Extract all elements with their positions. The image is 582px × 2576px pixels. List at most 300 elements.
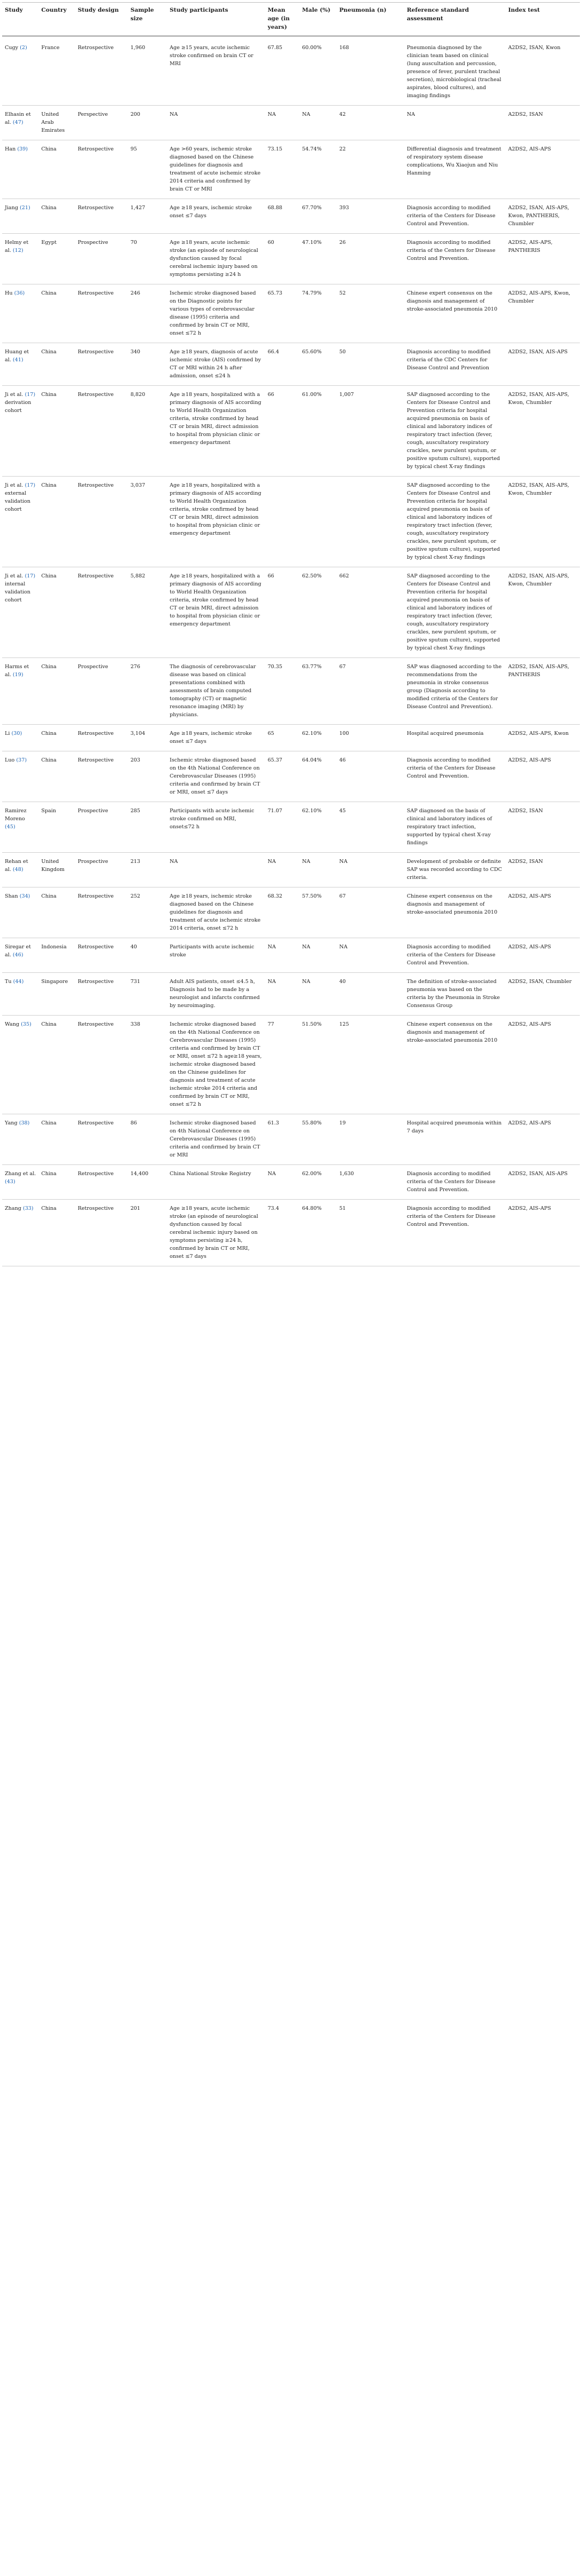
header-study-design: Study design xyxy=(75,3,128,36)
mean-age-cell: NA xyxy=(265,1165,300,1200)
citation-link[interactable]: (34) xyxy=(19,893,30,899)
country-cell: China xyxy=(38,658,75,725)
pneumonia-cell: 51 xyxy=(337,1200,404,1266)
pneumonia-cell: 22 xyxy=(337,140,404,199)
reference-standard-cell: Hospital acquired pneumonia xyxy=(404,725,506,751)
pneumonia-cell: 125 xyxy=(337,1016,404,1114)
study-name: Rehan et al. xyxy=(5,859,28,873)
index-test-cell: A2DS2, AIS-APS, PANTHERIS xyxy=(506,234,580,284)
index-test-cell: A2DS2, ISAN, AIS-APS, PANTHERIS xyxy=(506,658,580,725)
mean-age-cell: 60 xyxy=(265,234,300,284)
reference-standard-cell: Diagnosis according to modified criteria of the Centers for Disease Control and Prevention. xyxy=(404,751,506,802)
reference-standard-cell: Development of probable or definite SAP was recorded according to CDC criteria. xyxy=(404,853,506,887)
male-percent-cell: NA xyxy=(299,938,337,973)
pneumonia-cell: 40 xyxy=(337,973,404,1016)
country-cell: China xyxy=(38,477,75,567)
citation-link[interactable]: (38) xyxy=(19,1120,30,1126)
citation-link[interactable]: (39) xyxy=(17,146,28,152)
index-test-cell: A2DS2, AIS-APS xyxy=(506,751,580,802)
study-name: Siregar et al. xyxy=(5,944,31,958)
participants-cell: Age ≥18 years, acute ischemic stroke (an episode of neurological dysfunction caused by focal cerebral ischemic injury based on symptoms persisting ≥24 h, confirmed by brain CT or MRI, onset ≤7 days xyxy=(167,1200,265,1266)
country-cell: Indonesia xyxy=(38,938,75,973)
sample-size-cell: 3,104 xyxy=(128,725,167,751)
design-cell: Retrospective xyxy=(75,386,128,477)
participants-cell: Age ≥15 years, acute ischemic stroke confirmed on brain CT or MRI xyxy=(167,36,265,106)
study-cell xyxy=(2,802,38,853)
design-cell: Retrospective xyxy=(75,751,128,802)
country-cell: China xyxy=(38,140,75,199)
male-percent-cell: 61.00% xyxy=(299,386,337,477)
reference-standard-cell: Diagnosis according to modified criteria of the CDC Centers for Disease Control and Prevention xyxy=(404,343,506,386)
sample-size-cell: 338 xyxy=(128,1016,167,1114)
study-cell xyxy=(2,853,38,887)
index-test-cell: A2DS2, ISAN, Chumbler xyxy=(506,973,580,1016)
header-study: Study xyxy=(2,3,38,36)
study-cell xyxy=(2,725,38,751)
citation-link[interactable]: (33) xyxy=(22,1206,34,1211)
sample-size-cell: 3,037 xyxy=(128,477,167,567)
sample-size-cell: 14,400 xyxy=(128,1165,167,1200)
study-cell xyxy=(2,1200,38,1266)
table-row xyxy=(2,199,580,234)
mean-age-cell: 67.85 xyxy=(265,36,300,106)
participants-cell: Ischemic stroke diagnosed based on 4th National Conference on Cerebrovascular Diseases (1995) criteria and confirmed by brain CT or MRI xyxy=(167,1114,265,1165)
table-header-row xyxy=(2,3,580,36)
header-study-participants: Study participants xyxy=(167,3,265,36)
table-row xyxy=(2,938,580,973)
study-name: Ji et al. xyxy=(5,573,23,579)
study-cell xyxy=(2,199,38,234)
reference-standard-cell: SAP diagnosed according to the Centers for Disease Control and Prevention criteria for hospital acquired pneumonia on basis of clinical and laboratory indices of respiratory tract infection (fever, cough, auscultatory respiratory crackles, new purulent sputum, or positive sputum culture), supported by typical chest X-ray findings xyxy=(404,477,506,567)
pneumonia-cell: 26 xyxy=(337,234,404,284)
index-test-cell: A2DS2, AIS-APS, Kwon, Chumbler xyxy=(506,284,580,343)
participants-cell: Ischemic stroke diagnosed based on the Diagnostic points for various types of cerebrovascular disease (1995) criteria and confirmed by brain CT or MRI, onset ≤72 h xyxy=(167,284,265,343)
male-percent-cell: 60.00% xyxy=(299,36,337,106)
design-cell: Retrospective xyxy=(75,343,128,386)
index-test-cell: A2DS2, AIS-APS xyxy=(506,1200,580,1266)
study-characteristics-table xyxy=(2,2,580,1266)
citation-link[interactable]: (48) xyxy=(12,867,23,873)
index-test-cell: A2DS2, ISAN xyxy=(506,106,580,140)
design-cell: Retrospective xyxy=(75,887,128,938)
citation-link[interactable]: (19) xyxy=(12,672,23,678)
male-percent-cell: 62.10% xyxy=(299,725,337,751)
country-cell: China xyxy=(38,386,75,477)
table-row xyxy=(2,106,580,140)
index-test-cell: A2DS2, ISAN, AIS-APS, Kwon, Chumbler xyxy=(506,477,580,567)
male-percent-cell: 54.74% xyxy=(299,140,337,199)
country-cell: Spain xyxy=(38,802,75,853)
reference-standard-cell: SAP diagnosed according to the Centers for Disease Control and Prevention criteria for hospital acquired pneumonia on basis of clinical and laboratory indices of respiratory tract infection (fever, cough, auscultatory respiratory crackles, new purulent sputum, or positive sputum culture), supported by typical chest X-ray findings xyxy=(404,567,506,658)
reference-standard-cell: Pneumonia diagnosed by the clinician team based on clinical (lung auscultation and percussion, presence of fever, purulent tracheal secretion), microbiological (tracheal aspirates, blood cultures), and imaging findings xyxy=(404,36,506,106)
design-cell: Perspective xyxy=(75,106,128,140)
header-sample-size: Sample size xyxy=(128,3,167,36)
male-percent-cell: 64.80% xyxy=(299,1200,337,1266)
pneumonia-cell: 52 xyxy=(337,284,404,343)
country-cell: Egypt xyxy=(38,234,75,284)
design-cell: Retrospective xyxy=(75,199,128,234)
table-row xyxy=(2,386,580,477)
participants-cell: Age ≥18 years, hospitalized with a primary diagnosis of AIS according to World Health Organization criteria, stroke confirmed by head CT or brain MRI, direct admission to hospital from physician clinic or emergency department xyxy=(167,477,265,567)
mean-age-cell: 66 xyxy=(265,386,300,477)
reference-standard-cell: Diagnosis according to modified criteria of the Centers for Disease Control and Prevention. xyxy=(404,1165,506,1200)
design-cell: Retrospective xyxy=(75,36,128,106)
table-row xyxy=(2,36,580,106)
sample-size-cell: 252 xyxy=(128,887,167,938)
sample-size-cell: 340 xyxy=(128,343,167,386)
table-row xyxy=(2,1114,580,1165)
citation-link[interactable]: (41) xyxy=(12,357,23,363)
participants-cell: China National Stroke Registry xyxy=(167,1165,265,1200)
table-row xyxy=(2,887,580,938)
table-row xyxy=(2,802,580,853)
design-cell: Retrospective xyxy=(75,1200,128,1266)
pneumonia-cell: 67 xyxy=(337,887,404,938)
study-characteristics-table-container xyxy=(0,0,582,1266)
study-cell xyxy=(2,343,38,386)
study-name: Tu xyxy=(5,979,12,985)
table-row xyxy=(2,1200,580,1266)
table-body xyxy=(2,36,580,1266)
design-cell: Retrospective xyxy=(75,567,128,658)
study-cell xyxy=(2,1165,38,1200)
table-row xyxy=(2,725,580,751)
index-test-cell: A2DS2, ISAN, AIS-APS xyxy=(506,1165,580,1200)
country-cell: China xyxy=(38,1200,75,1266)
country-cell: China xyxy=(38,751,75,802)
pneumonia-cell: 1,007 xyxy=(337,386,404,477)
study-name: Ji et al. xyxy=(5,482,23,488)
study-name: Zhang et al. xyxy=(5,1171,36,1177)
pneumonia-cell: 42 xyxy=(337,106,404,140)
mean-age-cell: 66.4 xyxy=(265,343,300,386)
cohort-label: external validation cohort xyxy=(5,490,31,512)
cohort-label: internal validation cohort xyxy=(5,581,31,603)
mean-age-cell: NA xyxy=(265,106,300,140)
sample-size-cell: 40 xyxy=(128,938,167,973)
pneumonia-cell: 45 xyxy=(337,802,404,853)
participants-cell: Age ≥18 years, hospitalized with a primary diagnosis of AIS according to World Health Organization criteria, stroke confirmed by head CT or brain MRI, direct admission to hospital from physician clinic or emergency department xyxy=(167,386,265,477)
country-cell: China xyxy=(38,1016,75,1114)
reference-standard-cell: Differential diagnosis and treatment of respiratory system disease complications, Wu Xiaojun and Niu Hanming xyxy=(404,140,506,199)
reference-standard-cell: Diagnosis according to modified criteria of the Centers for Disease Control and Prevention. xyxy=(404,938,506,973)
reference-standard-cell: The definition of stroke-associated pneumonia was based on the criteria by the Pneumonia in Stroke Consensus Group xyxy=(404,973,506,1016)
table-row xyxy=(2,343,580,386)
table-row xyxy=(2,973,580,1016)
study-name: Wang xyxy=(5,1021,20,1027)
reference-standard-cell: SAP diagnosed on the basis of clinical and laboratory indices of respiratory tract infection, supported by typical chest X-ray findings xyxy=(404,802,506,853)
participants-cell: Age >60 years, ischemic stroke diagnosed based on the Chinese guidelines for diagnosis and treatment of acute ischemic stroke 2014 criteria and confirmed by brain CT or MRI xyxy=(167,140,265,199)
index-test-cell: A2DS2, AIS-APS, Kwon xyxy=(506,725,580,751)
study-cell xyxy=(2,284,38,343)
citation-link[interactable]: (30) xyxy=(11,731,22,736)
sample-size-cell: 200 xyxy=(128,106,167,140)
design-cell: Prospective xyxy=(75,853,128,887)
male-percent-cell: 47.10% xyxy=(299,234,337,284)
pneumonia-cell: 50 xyxy=(337,343,404,386)
reference-standard-cell: SAP was diagnosed according to the recommendations from the pneumonia in stroke consensus group (Diagnosis according to modified criteria of the Centers for Disease Control and Prevention). xyxy=(404,658,506,725)
index-test-cell: A2DS2, ISAN, Kwon xyxy=(506,36,580,106)
study-name: Ramirez Moreno xyxy=(5,808,27,822)
sample-size-cell: 731 xyxy=(128,973,167,1016)
mean-age-cell: 70.35 xyxy=(265,658,300,725)
citation-link[interactable]: (35) xyxy=(21,1021,31,1027)
header-country: Country xyxy=(38,3,75,36)
country-cell: China xyxy=(38,199,75,234)
study-cell xyxy=(2,751,38,802)
study-cell xyxy=(2,567,38,658)
pneumonia-cell: 46 xyxy=(337,751,404,802)
study-name: Yang xyxy=(5,1120,18,1126)
index-test-cell: A2DS2, AIS-APS xyxy=(506,1114,580,1165)
country-cell: Singapore xyxy=(38,973,75,1016)
mean-age-cell: 65.37 xyxy=(265,751,300,802)
mean-age-cell: NA xyxy=(265,938,300,973)
design-cell: Retrospective xyxy=(75,477,128,567)
study-cell xyxy=(2,477,38,567)
male-percent-cell: 57.50% xyxy=(299,887,337,938)
participants-cell: Participants with acute ischemic stroke xyxy=(167,938,265,973)
mean-age-cell: 68.88 xyxy=(265,199,300,234)
table-row xyxy=(2,234,580,284)
study-cell xyxy=(2,658,38,725)
design-cell: Retrospective xyxy=(75,140,128,199)
sample-size-cell: 246 xyxy=(128,284,167,343)
male-percent-cell: 62.50% xyxy=(299,567,337,658)
citation-link[interactable]: (17) xyxy=(25,482,36,488)
participants-cell: Participants with acute ischemic stroke confirmed on MRI, onset≤72 h xyxy=(167,802,265,853)
sample-size-cell: 95 xyxy=(128,140,167,199)
reference-standard-cell: Diagnosis according to modified criteria of the Centers for Disease Control and Prevention. xyxy=(404,1200,506,1266)
design-cell: Retrospective xyxy=(75,973,128,1016)
mean-age-cell: 68.32 xyxy=(265,887,300,938)
mean-age-cell: 77 xyxy=(265,1016,300,1114)
male-percent-cell: 74.79% xyxy=(299,284,337,343)
country-cell: China xyxy=(38,284,75,343)
participants-cell: Age ≥18 years, ischemic stroke diagnosed based on the Chinese guidelines for diagnosis and treatment of acute ischemic stroke 2014 criteria, onset ≤72 h xyxy=(167,887,265,938)
pneumonia-cell: 662 xyxy=(337,567,404,658)
design-cell: Prospective xyxy=(75,802,128,853)
male-percent-cell: 63.77% xyxy=(299,658,337,725)
reference-standard-cell: Diagnosis according to modified criteria of the Centers for Disease Control and Prevention. xyxy=(404,199,506,234)
mean-age-cell: 61.3 xyxy=(265,1114,300,1165)
study-name: Huang et al. xyxy=(5,349,29,363)
pneumonia-cell: 168 xyxy=(337,36,404,106)
reference-standard-cell: Chinese expert consensus on the diagnosis and management of stroke-associated pneumonia 2010 xyxy=(404,284,506,343)
male-percent-cell: 62.10% xyxy=(299,802,337,853)
study-name: Ji et al. xyxy=(5,392,23,398)
index-test-cell: A2DS2, AIS-APS xyxy=(506,938,580,973)
index-test-cell: A2DS2, ISAN xyxy=(506,802,580,853)
header-male: Male (%) xyxy=(299,3,337,36)
study-cell xyxy=(2,1016,38,1114)
country-cell: United Kingdom xyxy=(38,853,75,887)
table-row xyxy=(2,477,580,567)
design-cell: Retrospective xyxy=(75,938,128,973)
index-test-cell: A2DS2, ISAN, AIS-APS xyxy=(506,343,580,386)
study-cell xyxy=(2,106,38,140)
study-cell xyxy=(2,36,38,106)
citation-link[interactable]: (47) xyxy=(12,120,23,125)
country-cell: China xyxy=(38,1165,75,1200)
participants-cell: Age ≥18 years, diagnosis of acute ischemic stroke (AIS) confirmed by CT or MRI within 24 h after admission, onset ≤24 h xyxy=(167,343,265,386)
male-percent-cell: 51.50% xyxy=(299,1016,337,1114)
index-test-cell: A2DS2, AIS-APS xyxy=(506,887,580,938)
reference-standard-cell: Diagnosis according to modified criteria of the Centers for Disease Control and Prevention. xyxy=(404,234,506,284)
participants-cell: Adult AIS patients, onset ≤4.5 h, Diagnosis had to be made by a neurologist and infarcts confirmed by neuroimaging. xyxy=(167,973,265,1016)
country-cell: China xyxy=(38,343,75,386)
index-test-cell: A2DS2, ISAN, AIS-APS, Kwon, Chumbler xyxy=(506,386,580,477)
study-cell xyxy=(2,1114,38,1165)
country-cell: China xyxy=(38,567,75,658)
header-pneumonia: Pneumonia (n) xyxy=(337,3,404,36)
study-cell xyxy=(2,234,38,284)
mean-age-cell: 66 xyxy=(265,567,300,658)
sample-size-cell: 203 xyxy=(128,751,167,802)
mean-age-cell: 65 xyxy=(265,725,300,751)
sample-size-cell: 70 xyxy=(128,234,167,284)
male-percent-cell: 62.00% xyxy=(299,1165,337,1200)
pneumonia-cell: 393 xyxy=(337,199,404,234)
male-percent-cell: NA xyxy=(299,973,337,1016)
reference-standard-cell: Chinese expert consensus on the diagnosis and management of stroke-associated pneumonia 2010 xyxy=(404,887,506,938)
sample-size-cell: 1,960 xyxy=(128,36,167,106)
design-cell: Prospective xyxy=(75,234,128,284)
sample-size-cell: 1,427 xyxy=(128,199,167,234)
country-cell: France xyxy=(38,36,75,106)
pneumonia-cell: 1,630 xyxy=(337,1165,404,1200)
design-cell: Retrospective xyxy=(75,725,128,751)
participants-cell: Ischemic stroke diagnosed based on the 4th National Conference on Cerebrovascular Diseases (1995) criteria and confirmed by brain CT or MRI, onset ≤7 days xyxy=(167,751,265,802)
citation-link[interactable]: (21) xyxy=(20,205,30,211)
study-name: Cugy xyxy=(5,45,19,51)
design-cell: Retrospective xyxy=(75,284,128,343)
reference-standard-cell: NA xyxy=(404,106,506,140)
study-name: Harms et al. xyxy=(5,664,29,678)
pneumonia-cell: 100 xyxy=(337,725,404,751)
design-cell: Prospective xyxy=(75,658,128,725)
design-cell: Retrospective xyxy=(75,1016,128,1114)
table-row xyxy=(2,1016,580,1114)
study-name: Jiang xyxy=(5,205,18,211)
sample-size-cell: 5,882 xyxy=(128,567,167,658)
participants-cell: NA xyxy=(167,106,265,140)
participants-cell: Age ≥18 years, acute ischemic stroke (an episode of neurological dysfunction caused by focal cerebral ischemic injury based on symptoms persisting ≥24 h xyxy=(167,234,265,284)
design-cell: Retrospective xyxy=(75,1114,128,1165)
citation-link[interactable]: (44) xyxy=(13,979,24,985)
citation-link[interactable]: (2) xyxy=(20,45,27,51)
study-name: Zhang xyxy=(5,1206,21,1211)
citation-link[interactable]: (37) xyxy=(16,757,27,763)
study-name: Shan xyxy=(5,893,18,899)
citation-link[interactable]: (36) xyxy=(14,290,25,296)
country-cell: China xyxy=(38,887,75,938)
header-reference-standard: Reference standard assessment xyxy=(404,3,506,36)
mean-age-cell: NA xyxy=(265,973,300,1016)
male-percent-cell: 67.70% xyxy=(299,199,337,234)
country-cell: China xyxy=(38,725,75,751)
citation-link[interactable]: (45) xyxy=(5,824,15,830)
country-cell: China xyxy=(38,1114,75,1165)
table-row xyxy=(2,1165,580,1200)
country-cell: United Arab Emirates xyxy=(38,106,75,140)
table-row xyxy=(2,658,580,725)
participants-cell: Ischemic stroke diagnosed based on the 4th National Conference on Cerebrovascular Diseases (1995) criteria and confirmed by brain CT or MRI, onset ≤72 h age≥18 years, ischemic stroke diagnosed based on the Chinese guidelines for diagnosis and treatment of acute ischemic stroke 2014 criteria and confirmed by brain CT or MRI, onset ≤72 h xyxy=(167,1016,265,1114)
citation-link[interactable]: (17) xyxy=(25,392,36,398)
pneumonia-cell: NA xyxy=(337,853,404,887)
index-test-cell: A2DS2, AIS-APS xyxy=(506,1016,580,1114)
male-percent-cell: NA xyxy=(299,853,337,887)
sample-size-cell: 201 xyxy=(128,1200,167,1266)
pneumonia-cell: 67 xyxy=(337,658,404,725)
index-test-cell: A2DS2, ISAN xyxy=(506,853,580,887)
mean-age-cell: 73.4 xyxy=(265,1200,300,1266)
index-test-cell: A2DS2, ISAN, AIS-APS, Kwon, PANTHERIS, Chumbler xyxy=(506,199,580,234)
sample-size-cell: 86 xyxy=(128,1114,167,1165)
cohort-label: derivation cohort xyxy=(5,400,31,414)
participants-cell: NA xyxy=(167,853,265,887)
table-row xyxy=(2,140,580,199)
mean-age-cell: 71.07 xyxy=(265,802,300,853)
participants-cell: Age ≥18 years, ischemic stroke onset ≤7 days xyxy=(167,199,265,234)
study-cell xyxy=(2,386,38,477)
study-cell xyxy=(2,887,38,938)
sample-size-cell: 213 xyxy=(128,853,167,887)
mean-age-cell: NA xyxy=(265,853,300,887)
participants-cell: The diagnosis of cerebrovascular disease was based on clinical presentations combined with assessments of brain computed tomography (CT) or magnetic resonance imaging (MRI) by physicians. xyxy=(167,658,265,725)
table-row xyxy=(2,284,580,343)
design-cell: Retrospective xyxy=(75,1165,128,1200)
study-name: Hu xyxy=(5,290,13,296)
study-cell xyxy=(2,973,38,1016)
index-test-cell: A2DS2, ISAN, AIS-APS, Kwon, Chumbler xyxy=(506,567,580,658)
study-name: Li xyxy=(5,731,10,736)
pneumonia-cell xyxy=(337,477,404,567)
study-cell xyxy=(2,140,38,199)
reference-standard-cell: Hospital acquired pneumonia within 7 days xyxy=(404,1114,506,1165)
citation-link[interactable]: (17) xyxy=(25,573,36,579)
sample-size-cell: 276 xyxy=(128,658,167,725)
male-percent-cell: 55.80% xyxy=(299,1114,337,1165)
citation-link[interactable]: (43) xyxy=(5,1179,15,1185)
table-row xyxy=(2,751,580,802)
male-percent-cell xyxy=(299,477,337,567)
study-cell xyxy=(2,938,38,973)
header-mean-age: Mean age (in years) xyxy=(265,3,300,36)
study-name: Han xyxy=(5,146,16,152)
mean-age-cell: 73.15 xyxy=(265,140,300,199)
table-row xyxy=(2,567,580,658)
study-name: Elhasin et al. xyxy=(5,112,31,125)
male-percent-cell: 64.04% xyxy=(299,751,337,802)
sample-size-cell: 8,820 xyxy=(128,386,167,477)
sample-size-cell: 285 xyxy=(128,802,167,853)
male-percent-cell: 65.60% xyxy=(299,343,337,386)
citation-link[interactable]: (46) xyxy=(12,952,23,958)
study-name: Luo xyxy=(5,757,15,763)
study-name: Helmy et al. xyxy=(5,240,29,253)
table-row xyxy=(2,853,580,887)
header-index-test: Index test xyxy=(506,3,580,36)
index-test-cell: A2DS2, AIS-APS xyxy=(506,140,580,199)
citation-link[interactable]: (12) xyxy=(12,248,23,253)
mean-age-cell: 65.73 xyxy=(265,284,300,343)
reference-standard-cell: SAP diagnosed according to the Centers for Disease Control and Prevention criteria for hospital acquired pneumonia on basis of clinical and laboratory indices of respiratory tract infection (fever, cough, auscultatory respiratory crackles, new purulent sputum, or positive sputum culture), supported by typical chest X-ray findings xyxy=(404,386,506,477)
male-percent-cell: NA xyxy=(299,106,337,140)
participants-cell: Age ≥18 years, hospitalized with a primary diagnosis of AIS according to World Health Organization criteria, stroke confirmed by head CT or brain MRI, direct admission to hospital from physician clinic or emergency department xyxy=(167,567,265,658)
pneumonia-cell: 19 xyxy=(337,1114,404,1165)
pneumonia-cell: NA xyxy=(337,938,404,973)
